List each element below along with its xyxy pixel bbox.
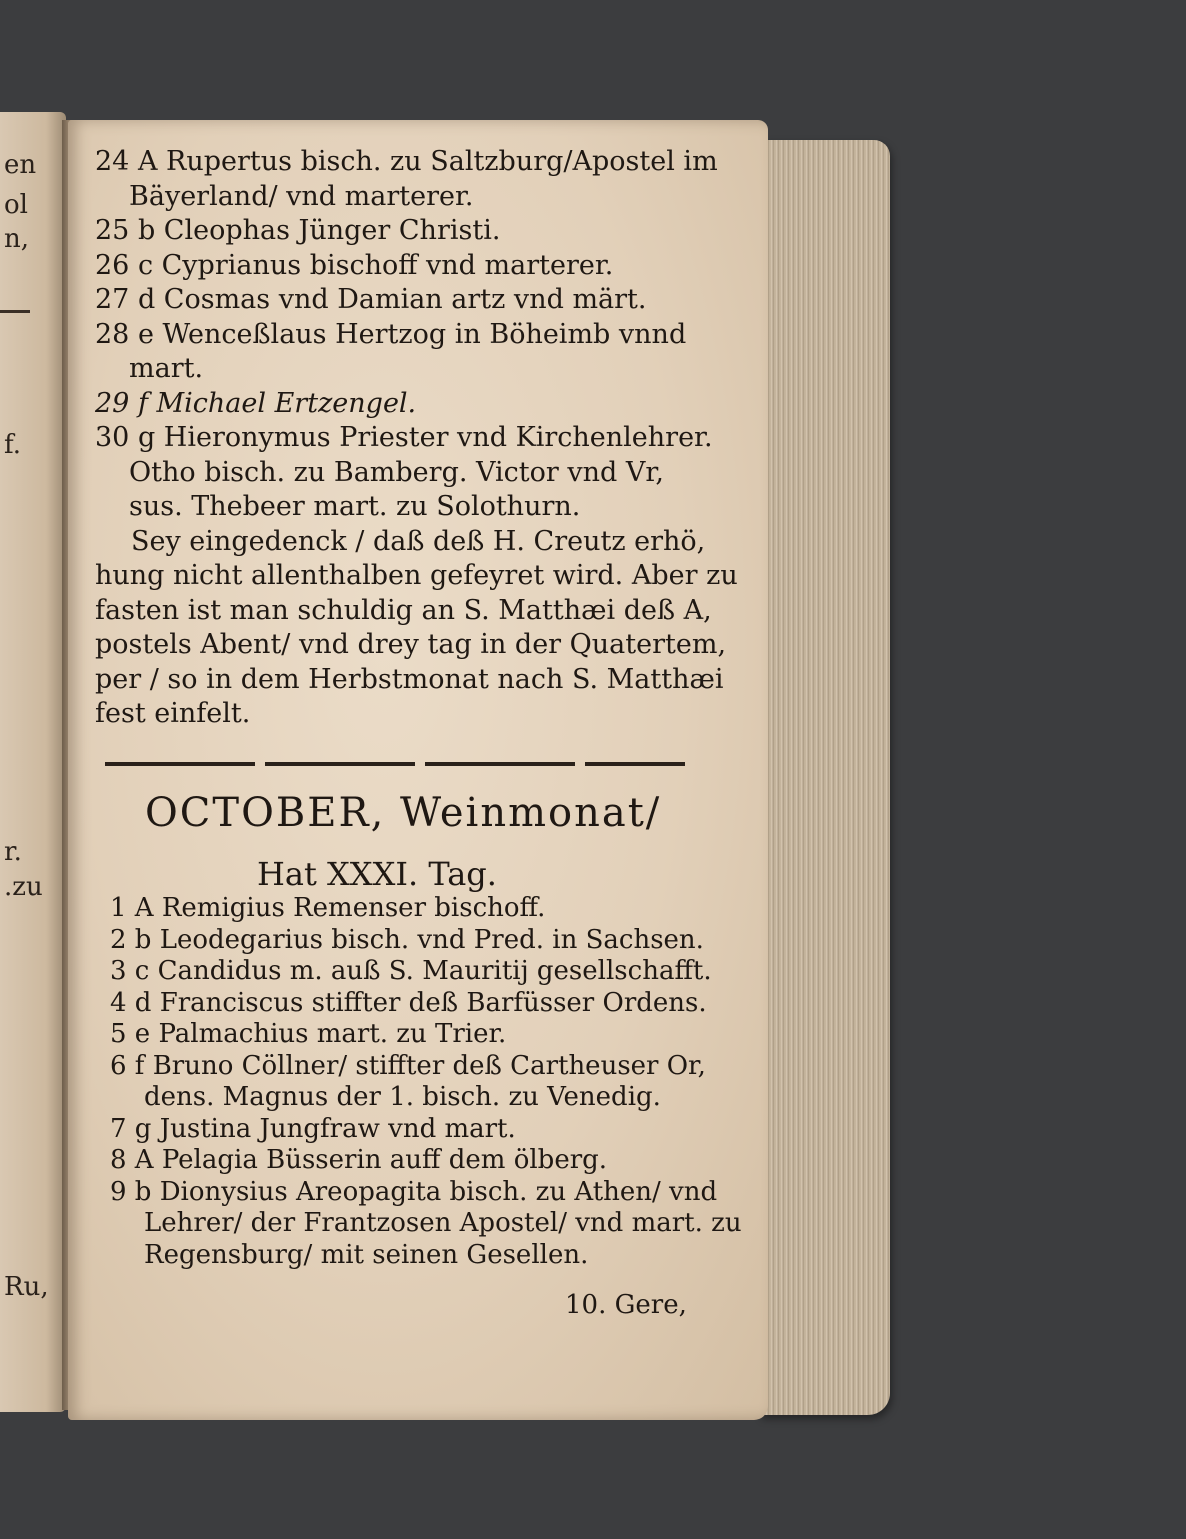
page-edge <box>760 140 890 1415</box>
entry-line: 27 d Cosmas vnd Damian artz vnd märt. <box>95 284 647 315</box>
entry-line: 24 A Rupertus bisch. zu Saltzburg/Apostel im <box>95 146 718 177</box>
left-fragment: f. <box>4 430 21 460</box>
entry-line: Regensburg/ mit seinen Gesellen. <box>144 1239 589 1270</box>
entry-line: Otho bisch. zu Bamberg. Victor vnd Vr, <box>129 456 664 488</box>
entry-line: Bäyerland/ vnd marterer. <box>129 180 474 212</box>
note-line: fasten ist man schuldig an S. Matthæi deß A, <box>95 594 712 626</box>
september-section <box>95 145 738 732</box>
note-line: postels Abent/ vnd drey tag in der Quatertem, <box>95 629 727 660</box>
entry-line: 29 f Michael Ertzengel. <box>95 387 417 419</box>
entry-line: 3 c Candidus m. auß S. Mauritij gesellschafft. <box>110 956 712 986</box>
entry-line: 6 f Bruno Cöllner/ stiffter deß Cartheuser Or, <box>110 1050 706 1081</box>
catchword: 10. Gere, <box>565 1290 687 1320</box>
entry-line: Lehrer/ der Frantzosen Apostel/ vnd mart. zu <box>144 1208 742 1238</box>
entry-line: 28 e Wenceßlaus Hertzog in Böheimb vnnd <box>95 318 687 350</box>
entry-line: 30 g Hieronymus Priester vnd Kirchenlehrer. <box>95 422 713 453</box>
note-line: hung nicht allenthalben gefeyret wird. Aber zu <box>95 560 738 591</box>
left-page <box>0 112 66 1412</box>
entry-line: 9 b Dionysius Areopagita bisch. zu Athen/ vnd <box>110 1176 718 1207</box>
left-rule <box>0 310 30 313</box>
entry-line: 5 e Palmachius mart. zu Trier. <box>110 1019 507 1049</box>
left-fragment: r. <box>4 837 22 867</box>
month-title: OCTOBER, Weinmonat/ <box>145 790 662 836</box>
entry-line: 1 A Remigius Remenser bischoff. <box>110 893 546 923</box>
october-section <box>110 893 742 1271</box>
note-line: Sey eingedenck / daß deß H. Creutz erhö, <box>131 525 706 557</box>
entry-line: mart. <box>129 353 204 384</box>
entry-line: 2 b Leodegarius bisch. vnd Pred. in Sachsen. <box>110 924 704 955</box>
left-fragment: Ru, <box>4 1272 49 1302</box>
entry-line: 7 g Justina Jungfraw vnd mart. <box>110 1113 516 1144</box>
entry-line: 4 d Franciscus stiffter deß Barfüsser Ordens. <box>110 987 707 1018</box>
days-heading: Hat XXXI. Tag. <box>257 855 497 893</box>
note-line: fest einfelt. <box>95 698 251 729</box>
entry-line: 25 b Cleophas Jünger Christi. <box>95 215 501 246</box>
left-fragment: ol <box>4 190 28 220</box>
entry-line: sus. Thebeer mart. zu Solothurn. <box>129 491 581 522</box>
left-fragment: n, <box>4 224 30 254</box>
entry-line: 8 A Pelagia Büsserin auff dem ölberg. <box>110 1145 608 1175</box>
section-divider <box>105 762 685 766</box>
entry-line: 26 c Cyprianus bischoff vnd marterer. <box>95 249 614 281</box>
left-fragment: .zu <box>4 872 43 902</box>
note-line: per / so in dem Herbstmonat nach S. Matthæi <box>95 663 724 695</box>
entry-line: dens. Magnus der 1. bisch. zu Venedig. <box>144 1082 661 1112</box>
left-fragment: en <box>4 150 37 180</box>
